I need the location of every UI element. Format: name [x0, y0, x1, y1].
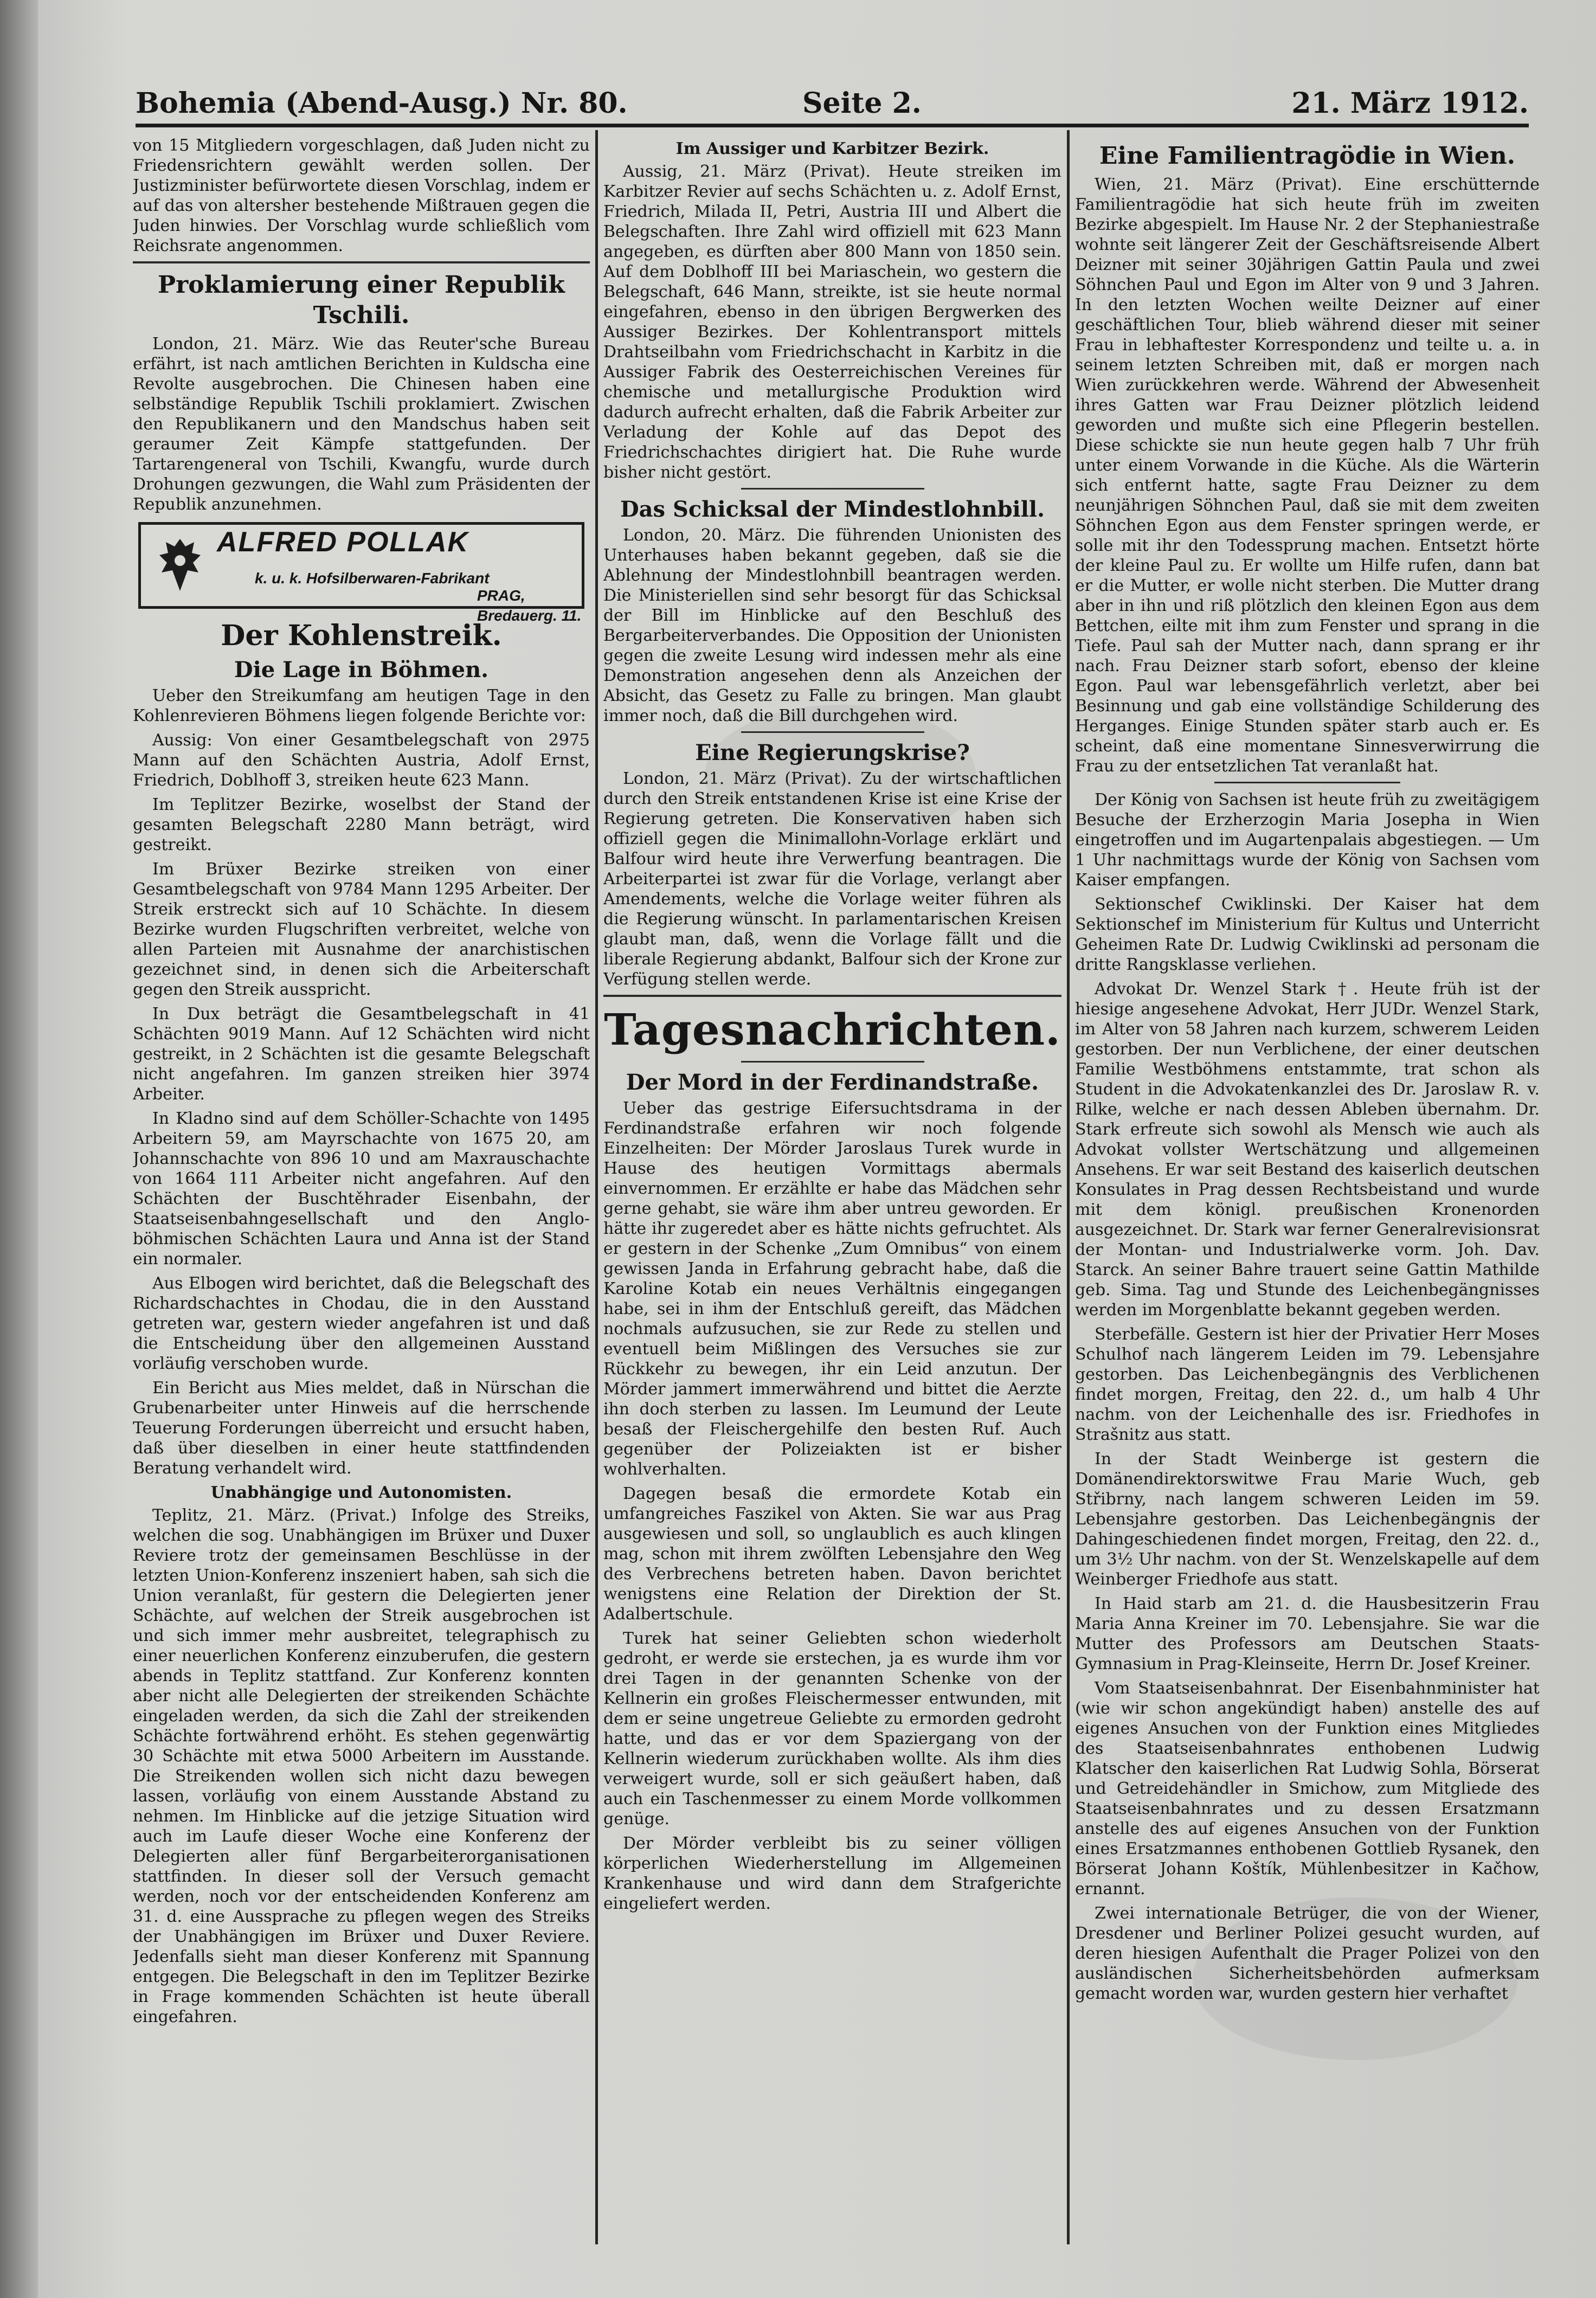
paragraph: Ein Bericht aus Mies meldet, daß in Nürschan die Grubenarbeiter unter Hinweis auf die herrschende Teuerung Forderungen überreicht und ersucht haben, daß über dieselben in einer heute stattfindenden Beratung verhandelt wird.	[133, 1379, 590, 1478]
paragraph: Sektionschef Cwiklinski. Der Kaiser hat dem Sektionschef im Ministerium für Kultus und Unterricht Geheimen Rate Dr. Ludwig Cwiklinski ad personam die dritte Rangsklasse verliehen.	[1075, 895, 1540, 974]
section-separator	[603, 995, 1061, 997]
advertisement-pollak	[138, 522, 584, 624]
paragraph: London, 20. März. Die führenden Unionisten des Unterhauses haben bekannt gegeben, daß sie die Ablehnung der Mindestlohnbill beantragen werden. Die Ministeriellen sind sehr besorgt für das Schicksal der Bill im Hinblicke auf den Beschluß des Bergarbeiterverbandes. Die Opposition der Unionisten gegen die zweite Lesung wird indessen mehr als eine Demonstration angesehen denn als Anzeichen der Absicht, das Gesetz zu Falle zu bringen. Man glaubt immer noch, daß die Bill durchgehen wird.	[603, 526, 1061, 725]
ad-company-title: k. u. k. Hofsilberwaren-Fabrikant	[255, 570, 490, 587]
paragraph: Teplitz, 21. März. (Privat.) Infolge des Streiks, welchen die sog. Unabhängigen im Brüxer und Duxer Reviere trotz der gemeinsamen Beschlüsse in der letzten Union-Konferenz inszeniert haben, sah sich die Union veranlaßt, für gestern die Delegierten jener Schächte, auf welchen der Streik ausgebrochen ist und sich immer mehr ausbreitet, telegraphisch zu einer neuerlichen Konferenz einzuberufen, die gestern abends in Teplitz stattfand. Zur Konferenz konnten aber nicht alle Delegierten der streikenden Schächte eingeladen werden, da sich die Zahl der streikenden Schächte fortwährend erhöht. Es stehen gegenwärtig 30 Schächte mit etwa 5000 Arbeitern im Ausstande. Die Streikenden wollen sich nicht dazu bewegen lassen, vorläufig von einem Ausstande Abstand zu nehmen. Im Hinblicke auf die jetzige Situation wird auch im Laufe dieser Woche eine Konferenz der Delegierten aller fünf Bergarbeiterorganisationen stattfinden. In dieser soll der Versuch gemacht werden, noch vor der entscheidenden Konferenz am 31. d. eine Aussprache zu pflegen wegen des Streiks der Unabhängigen im Brüxer und Duxer Reviere. Jedenfalls sieht man dieser Konferenz mit Spannung entgegen. Die Belegschaft in den im Teplitzer Bezirke in Frage kommenden Schächten ist heute überall eingefahren.	[133, 1506, 590, 2026]
article-tschili-text: London, 21. März. Wie das Reuter'sche Bureau erfährt, ist nach amtlichen Berichten in Kuldscha eine Revolte ausgebrochen. Die Chinesen haben eine selbständige Republik Tschili proklamiert. Zwischen den Republikanern und den Mandschus haben seit geraumer Zeit Kämpfe stattgefunden. Der Tartarengeneral von Tschili, Kwangfu, wurde durch Drohungen gezwungen, die Wahl zum Präsidenten der Republik anzunehmen.	[133, 334, 590, 514]
headline-familientragoedie: Eine Familientragödie in Wien.	[1099, 142, 1516, 170]
paragraph: Vom Staatseisenbahnrat. Der Eisenbahnminister hat (wie wir schon angekündigt haben) anstelle des auf eigenes Ansuchen von der Funktion eines Mitgliedes des Staatseisenbahnrates enthobenen Ludwig Klatscher den kaiserlichen Rat Ludwig Sohla, Börserat und Getreidehändler in Smichow, zum Mitgliede des Staatseisenbahnrates und zu dessen Ersatzmann anstelle des auf eigenes Ansuchen von der Funktion eines Ersatzmannes enthobenen Gottlieb Rysanek, den Börserat Johann Koštík, Mühlenbesitzer in Kačhow, ernannt.	[1075, 1679, 1540, 1898]
column-1	[133, 136, 590, 2239]
paragraph: Aussig: Von einer Gesamtbelegschaft von 2975 Mann auf den Schächten Austria, Adolf Ernst, Friedrich, Doblhoff 3, streiken heute 623 Mann.	[133, 731, 590, 790]
royal-crest-icon	[155, 537, 205, 593]
paragraph: Advokat Dr. Wenzel Stark †. Heute früh ist der hiesige angesehene Advokat, Herr JUDr. Wenzel Stark, im Alter von 58 Jahren nach kurzem, schwerem Leiden gestorben. Der nun Verblichene, der einer deutschen Familie Westböhmens entstammte, trat schon als Student in die Advokatenkanzlei des Dr. Jaroslaw R. v. Rilke, welche er nach dessen Ableben übernahm. Dr. Stark erfreute sich sowohl als Mensch wie auch als Advokat vollster Wertschätzung und allgemeinen Ansehens. Er war seit Bestand des kaiserlich deutschen Konsulates in Prag dessen Rechtsbeistand und wurde mit dem königl. preußischen Kronenorden ausgezeichnet. Dr. Stark war ferner Generalrevisionsrat der Montan- und Industrialwerke vorm. Joh. Dav. Starck. An seiner Bahre trauert seine Gattin Mathilde geb. Sima. Tag und Stunde des Leichenbegängnisses werden im Morgenblatte bekannt gegeben werden.	[1075, 980, 1540, 1319]
ad-company-address: PRAG, Bredauerg. 11.	[477, 587, 582, 624]
paragraph: In Haid starb am 21. d. die Hausbesitzerin Frau Maria Anna Kreiner im 70. Lebensjahre. Sie war die Mutter des Professors am Deutschen Staats-Gymnasium in Prag-Kleinseite, Herrn Dr. Josef Kreiner.	[1075, 1594, 1540, 1673]
paragraph: Zwei internationale Betrüger, die von der Wiener, Dresdener und Berliner Polizei gesucht wurden, auf deren hiesigen Aufenthalt die Prager Polizei von den ausländischen Sicherheitsbehörden aufmerksam gemacht worden war, wurden gestern hier verhaftet	[1075, 1904, 1540, 2003]
headline-tschili: Proklamierung einer Republik Tschili.	[157, 271, 565, 329]
paragraph: Der König von Sachsen ist heute früh zu zweitägigem Besuche der Erzherzogin Maria Josepha in Wien eingetroffen und im Augartenpalais abgestiegen. — Um 1 Uhr nachmittags wurde der König von Sachsen vom Kaiser empfangen.	[1075, 790, 1540, 890]
headline-mindestlohnbill: Das Schicksal der Mindestlohnbill.	[620, 497, 1045, 522]
print-smudge	[705, 705, 976, 846]
paragraph: Ueber das gestrige Eifersuchtsdrama in der Ferdinandstraße erfahren wir noch folgende Einzelheiten: Der Mörder Jaroslaus Turek wurde in Hause des heutigen Vormittags abermals einvernommen. Er erzählte er habe das Mädchen sehr gerne gehabt, sie wäre ihm aber untreu geworden. Er hätte ihr zugeredet aber es hätte nichts gefruchtet. Als er gestern in der Schenke „Zum Omnibus“ von einem gewissen Janda in Erfahrung gebracht habe, daß die Karoline Kotab ein neues Verhältnis eingegangen habe, sei in ihm der Entschluß gereift, das Mädchen nochmals aufzusuchen, sie zur Rede zu stellen und eventuell beim Mißlingen des Versuches sie zur Rückkehr zu bewegen, ihr ein Leid anzutun. Der Mörder jammert immerwährend und bittet die Aerzte ihn doch sterben zu lassen. Im Leumund der Leute besaß der Fleischergehilfe den besten Ruf. Auch gegenüber der Polizeiakten ist er bisher wohlverhalten.	[603, 1099, 1061, 1479]
paragraph: Turek hat seiner Geliebten schon wiederholt gedroht, er werde sie erstechen, ja es wurde ihm vor drei Tagen in der genannten Schenke von der Kellnerin ein großes Fleischermesser entwunden, mit dem er seine ungetreue Geliebte zu ermorden gedroht hatte, und das er vor dem Spaziergang von der Kellnerin wiederum zurückhaben wollte. Als ihm dies verweigert wurde, soll er sich geäußert haben, daß auch ein Taschenmesser zu einem Morde vollkommen genüge.	[603, 1629, 1061, 1829]
article-separator	[741, 488, 924, 490]
paragraph: Aussig, 21. März (Privat). Heute streiken im Karbitzer Revier auf sechs Schächten u. z. Adolf Ernst, Friedrich, Milada II, Petri, Austria III und Albert die Belegschaften. Ihre Zahl wird offiziell mit 623 Mann angegeben, es dürften aber 800 Mann von 1850 sein. Auf dem Doblhoff III bei Mariaschein, wo gestern die Belegschaft, 646 Mann, streikte, ist sie heute normal eingefahren, ebenso in den übrigen Bergwerken des Aussiger Bezirkes. Der Kohlentransport mittels Drahtseilbahn vom Friedrichschacht in Karbitz in die Aussiger Fabrik des Oesterreichischen Vereines für chemische und metallurgische Produktion wird dadurch aufrecht erhalten, daß die Fabrik Arbeiter zur Verladung der Kohle auf das Depot des Friedrichschachtes dirigiert hat. Die Ruhe wurde bisher nicht gestört.	[603, 162, 1061, 482]
paragraph: Der Mörder verbleibt bis zu seiner völligen körperlichen Wiederherstellung im Allgemeinen Krankenhause und wird dann dem Strafgerichte eingeliefert werden.	[603, 1834, 1061, 1913]
article-separator	[741, 1061, 924, 1063]
paragraph: Ueber den Streikumfang am heutigen Tage in den Kohlenrevieren Böhmens liegen folgende Berichte vor:	[133, 686, 590, 725]
masthead	[136, 87, 1529, 119]
paragraph: Im Teplitzer Bezirke, woselbst der Stand der gesamten Belegschaft 2280 Mann beträgt, wird gestreikt.	[133, 795, 590, 854]
subheadline-lage-boehmen: Die Lage in Böhmen.	[234, 657, 489, 683]
ad-company-name: ALFRED POLLAK	[217, 526, 469, 558]
subheadline-aussig-karbitz: Im Aussiger und Karbitzer Bezirk.	[675, 139, 989, 158]
article-juden-text: von 15 Mitgliedern vorgeschlagen, daß Juden nicht zu Friedensrichtern gewählt werden sollen. Der Justizminister befürwortete diesen Vorschlag, indem er auf das von altersher bestehende Mißtrauen gegen die Juden hinwies. Der Vorschlag wurde schließlich vom Reichsrate angenommen.	[133, 136, 590, 255]
paragraph: In der Stadt Weinberge ist gestern die Domänendirektorswitwe Frau Marie Wuch, geb Střibrny, nach langem schweren Leiden im 59. Lebensjahre gestorben. Das Leichenbegängnis der Dahingeschiedenen findet morgen, Freitag, den 22. d., um 3½ Uhr nachm. von der St. Wenzelskapelle auf dem Weinberger Friedhofe aus statt.	[1075, 1450, 1540, 1589]
headline-mord-ferdinandstrasse: Der Mord in der Ferdinandstraße.	[626, 1070, 1039, 1095]
paragraph: Im Brüxer Bezirke streiken von einer Gesamtbelegschaft von 9784 Mann 1295 Arbeiter. Der Streik erstreckt sich auf 10 Schächte. In diesem Bezirke wurden Flugschriften verbreitet, welche von allen Parteien mit Ausnahme der anarchistischen gezeichnet sind, in denen sich die Arbeiterschaft gegen den Streik ausspricht.	[133, 860, 590, 999]
subheadline-unabhaengige: Unabhängige und Autonomisten.	[210, 1483, 512, 1502]
paragraph: In Dux beträgt die Gesamtbelegschaft in 41 Schächten 9019 Mann. Auf 12 Schächten wird nicht gestreikt, in 2 Schächten ist die gesamte Belegschaft nicht angefahren. Im ganzen streiken hier 3974 Arbeiter.	[133, 1005, 590, 1104]
page-edge-shadow	[0, 0, 38, 2298]
paragraph: Wien, 21. März (Privat). Eine erschütternde Familientragödie hat sich heute früh im zweiten Bezirke abgespielt. Im Hause Nr. 2 der Stephaniestraße wohnte seit längerer Zeit der Geschäftsreisende Albert Deizner mit seiner 30jährigen Gattin Paula und zwei Söhnchen Paul und Egon im Alter von 9 und 3 Jahren. In den letzten Wochen weilte Deizner auf einer geschäftlichen Tour, blieb während dieser mit seiner Frau in lebhaftester Korrespondenz und teilte u. a. in seinem letzten Schreiben mit, daß er morgen nach Wien zurückkehren werde. Während der Abwesenheit ihres Gatten war Frau Deizner plötzlich leidend geworden und mußte sich eine Pflegerin bestellen. Diese schickte sie nun heute gegen halb 7 Uhr früh unter einem Vorwande in die Küche. Als die Wärterin sich entfernt hatte, sagte Frau Deizner zu dem neunjährigen Söhnchen Paul, daß sie mit dem zweiten Söhnchen Egon aus dem Fenster springen werde, er solle mit ihr den Todessprung machen. Entsetzt hörte der kleine Paul zu. Er wollte um Hilfe rufen, dann bat er die Mutter, er wolle nicht sterben. Die Mutter drang aber in ihn und riß plötzlich den kleinen Egon aus dem Bettchen, eilte mit ihm zum Fenster und sprang in die Tiefe. Paul sah der Mutter nach, dann sprang er ihr nach. Frau Deizner starb sofort, ebenso der kleine Egon. Paul war lebensgefährlich verletzt, aber bei Besinnung und gab eine vollständige Schilderung des Herganges. Einige Stunden später starb auch er. Es scheint, daß eine momentane Sinnesverwirrung die Frau zu der entsetzlichen Tat veranlaßt hat.	[1075, 175, 1540, 776]
article-separator	[133, 261, 590, 263]
paragraph: Dagegen besaß die ermordete Kotab ein umfangreiches Faszikel von Akten. Sie war aus Prag ausgewiesen und soll, so unglaublich es auch klingen mag, schon mit ihrem zwölften Lebensjahre den Weg des Verbrechens betreten haben. Davon berichtet wenigstens eine Relation der Direktion der St. Adalbertschule.	[603, 1484, 1061, 1624]
paragraph: Aus Elbogen wird berichtet, daß die Belegschaft des Richardschachtes in Chodau, die in den Ausstand getreten war, gestern wieder angefahren ist und daß die Entscheidung über den allgemeinen Ausstand vorläufig verschoben wurde.	[133, 1274, 590, 1373]
headline-kohlenstreik: Der Kohlenstreik.	[221, 619, 502, 652]
masthead-rule	[136, 124, 1529, 127]
masthead-publication: Bohemia (Abend-Ausg.) Nr. 80.	[136, 87, 628, 120]
masthead-page-number: Seite 2.	[802, 87, 922, 120]
paragraph: Sterbefälle. Gestern ist hier der Privatier Herr Moses Schulhof nach längerem Leiden im 79. Lebensjahre gestorben. Das Leichenbegängnis des Verblichenen findet morgen, Freitag, den 22. d., um halb 4 Uhr nachm. von der Leichenhalle des isr. Friedhofes in Strašnitz aus statt.	[1075, 1325, 1540, 1444]
article-separator	[1214, 782, 1400, 783]
column-rule-2	[1067, 130, 1070, 2244]
paragraph: In Kladno sind auf dem Schöller-Schachte von 1495 Arbeitern 59, am Mayrschachte von 1675 20, am Johannschachte von 896 10 und am Maxrauschachte von 1664 111 Arbeiter nicht angefahren. Auf den Schächten der Buschtěhrader Eisenbahn, der Staatseisenbahngesellschaft und den Anglo-böhmischen Schächten Laura und Anna ist der Stand ein normaler.	[133, 1109, 590, 1269]
column-rule-1	[595, 130, 598, 2244]
column-2	[603, 136, 1061, 2239]
print-smudge	[1193, 1897, 1518, 2060]
masthead-date: 21. März 1912.	[1291, 87, 1529, 120]
paragraph: London, 21. März (Privat). Zu der wirtschaftlichen durch den Streik entstandenen Krise ist eine Krise der Regierung getreten. Die Konservativen haben sich offiziell gegen die Minimallohn-Vorlage erklärt und Balfour wird heute ihre Verwerfung beantragen. Die Arbeiterpartei ist zwar für die Vorlage, verlangt aber Amendements, welche die Vorlage weiter führen als die Regierung wünscht. In parlamentarischen Kreisen glaubt man, daß, wenn die Vorlage fällt und die liberale Regierung abdankt, Balfour sich der Krone zur Verfügung stellen werde.	[603, 769, 1061, 989]
section-title-tagesnachrichten: Tagesnachrichten.	[604, 1004, 1061, 1055]
headline-regierungskrise: Eine Regierungskrise?	[695, 740, 970, 765]
